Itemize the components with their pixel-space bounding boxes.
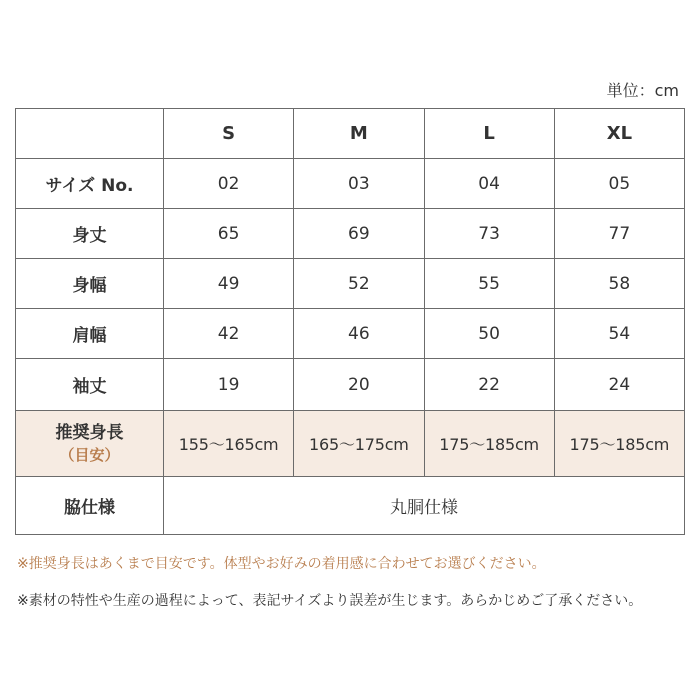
header-size-s: S [164, 109, 294, 159]
table-cell: 42 [164, 309, 294, 359]
table-header-row [16, 109, 685, 159]
header-size-l: L [424, 109, 554, 159]
table-cell: 03 [294, 159, 424, 209]
table-cell: 19 [164, 359, 294, 411]
table-cell: 02 [164, 159, 294, 209]
table-row [16, 359, 685, 411]
row-label-body-length: 身丈 [16, 209, 164, 259]
table-cell: 73 [424, 209, 554, 259]
table-row [16, 209, 685, 259]
table-cell: 52 [294, 259, 424, 309]
table-cell: 155〜165cm [164, 411, 294, 477]
recommended-height-label: 推奨身長 [55, 422, 124, 443]
table-cell: 22 [424, 359, 554, 411]
table-cell: 58 [554, 259, 684, 309]
table-row [16, 259, 685, 309]
size-chart-table [15, 108, 685, 535]
table-cell: 05 [554, 159, 684, 209]
side-spec-row [16, 477, 685, 535]
recommended-height-row [16, 411, 685, 477]
header-size-xl: XL [554, 109, 684, 159]
table-cell: 165〜175cm [294, 411, 424, 477]
row-label-sleeve-length: 袖丈 [16, 359, 164, 411]
recommended-height-sublabel: （目安） [59, 445, 120, 464]
table-cell: 55 [424, 259, 554, 309]
note-recommended-height: ※推奨身長はあくまで目安です。体型やお好みの着用感に合わせてお選びください。 [17, 556, 546, 572]
table-cell: 54 [554, 309, 684, 359]
table-cell: 175〜185cm [424, 411, 554, 477]
table-cell: 04 [424, 159, 554, 209]
table-row [16, 309, 685, 359]
table-row [16, 159, 685, 209]
row-label-side-spec: 脇仕様 [16, 477, 164, 535]
unit-label: 単位：cm [606, 81, 679, 100]
row-label-shoulder-width: 肩幅 [16, 309, 164, 359]
table-cell: 20 [294, 359, 424, 411]
row-label-body-width: 身幅 [16, 259, 164, 309]
table-cell: 175〜185cm [554, 411, 684, 477]
table-cell: 77 [554, 209, 684, 259]
side-spec-value: 丸胴仕様 [164, 477, 685, 535]
table-cell: 50 [424, 309, 554, 359]
note-size-tolerance: ※素材の特性や生産の過程によって、表記サイズより誤差が生じます。あらかじめご了承ください。 [17, 593, 643, 609]
table-cell: 49 [164, 259, 294, 309]
row-label-recommended-height [16, 411, 164, 477]
header-size-m: M [294, 109, 424, 159]
header-corner-cell [16, 109, 164, 159]
table-cell: 46 [294, 309, 424, 359]
row-label-size-no: サイズ No. [16, 159, 164, 209]
table-cell: 65 [164, 209, 294, 259]
table-cell: 24 [554, 359, 684, 411]
table-cell: 69 [294, 209, 424, 259]
